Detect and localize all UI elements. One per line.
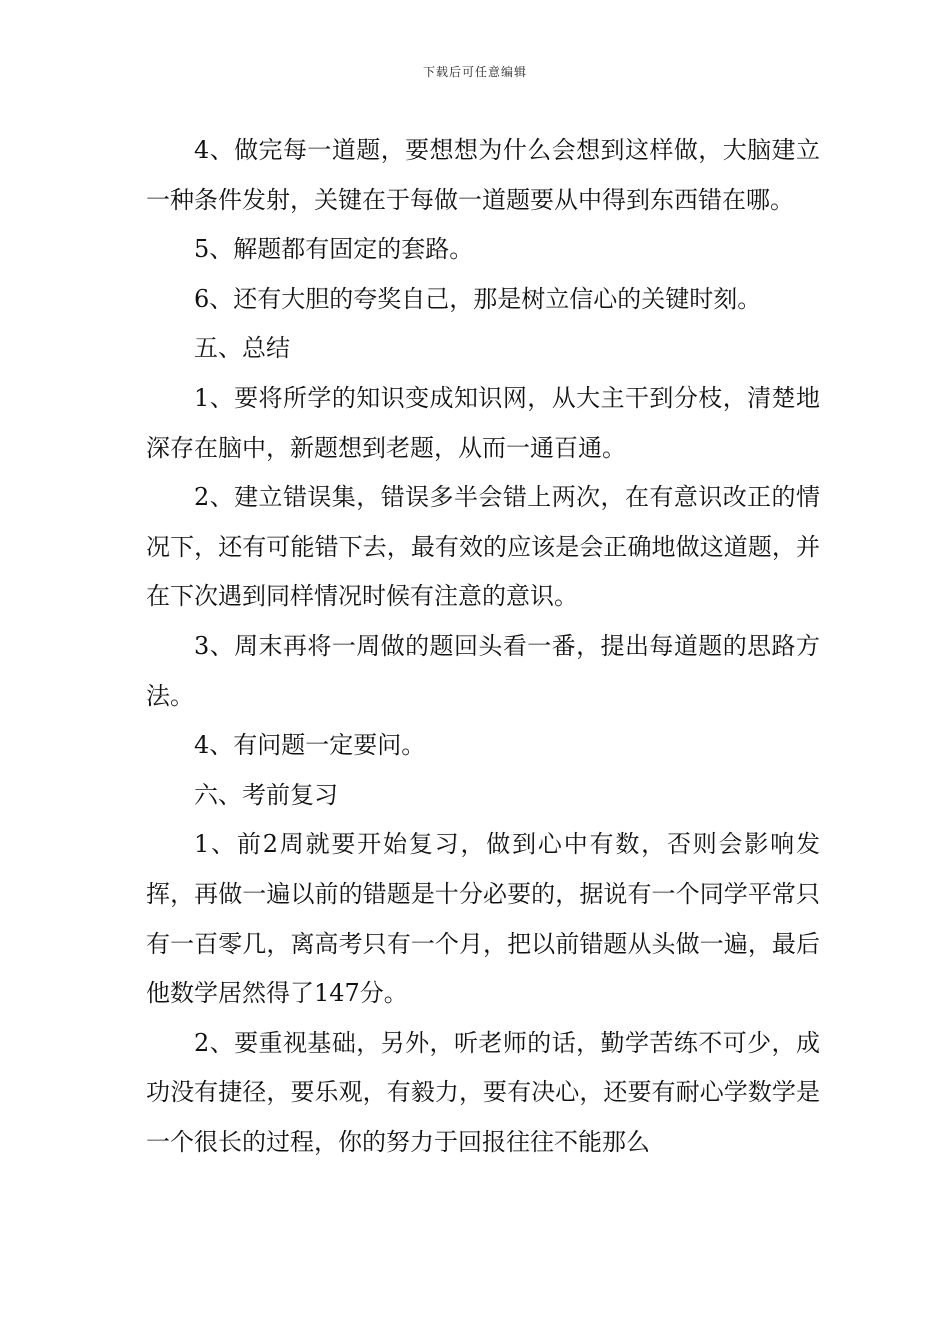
section-heading-summary: 五、总结 <box>194 334 290 363</box>
page-header-note: 下载后可任意编辑 <box>422 65 527 79</box>
paragraph-summary-1: 1、要将所学的知识变成知识网，从大主干到分枝，清楚地深存在脑中，新题想到老题，从而一通百通。 <box>146 383 820 462</box>
section-heading-exam-review: 六、考前复习 <box>194 780 338 809</box>
paragraph-review-2: 2、要重视基础，另外，听老师的话，勤学苦练不可少，成功没有捷径，要乐观，有毅力，要有决心，还要有耐心学数学是一个很长的过程，你的努力于回报往往不能那么 <box>146 1028 820 1156</box>
paragraph-tip-5: 5、解题都有固定的套路。 <box>194 235 474 264</box>
document-body <box>146 126 820 1167</box>
paragraph-tip-4: 4、做完每一道题，要想想为什么会想到这样做，大脑建立一种条件发射，关键在于每做一道题要从中得到东西错在哪。 <box>146 136 820 214</box>
paragraph-tip-6: 6、还有大胆的夸奖自己，那是树立信心的关键时刻。 <box>194 284 762 313</box>
paragraph-summary-2: 2、建立错误集，错误多半会错上两次，在有意识改正的情况下，还有可能错下去，最有效的应该是会正确地做这道题，并在下次遇到同样情况时候有注意的意识。 <box>146 483 820 611</box>
paragraph-summary-4: 4、有问题一定要问。 <box>194 731 426 760</box>
paragraph-review-1: 1、前2周就要开始复习，做到心中有数，否则会影响发挥，再做一遍以前的错题是十分必要的，据说有一个同学平常只有一百零几，离高考只有一个月，把以前错题从头做一遍，最后他数学居然得了147分。 <box>146 830 820 1008</box>
paragraph-summary-3: 3、周末再将一周做的题回头看一番，提出每道题的思路方法。 <box>146 631 820 710</box>
